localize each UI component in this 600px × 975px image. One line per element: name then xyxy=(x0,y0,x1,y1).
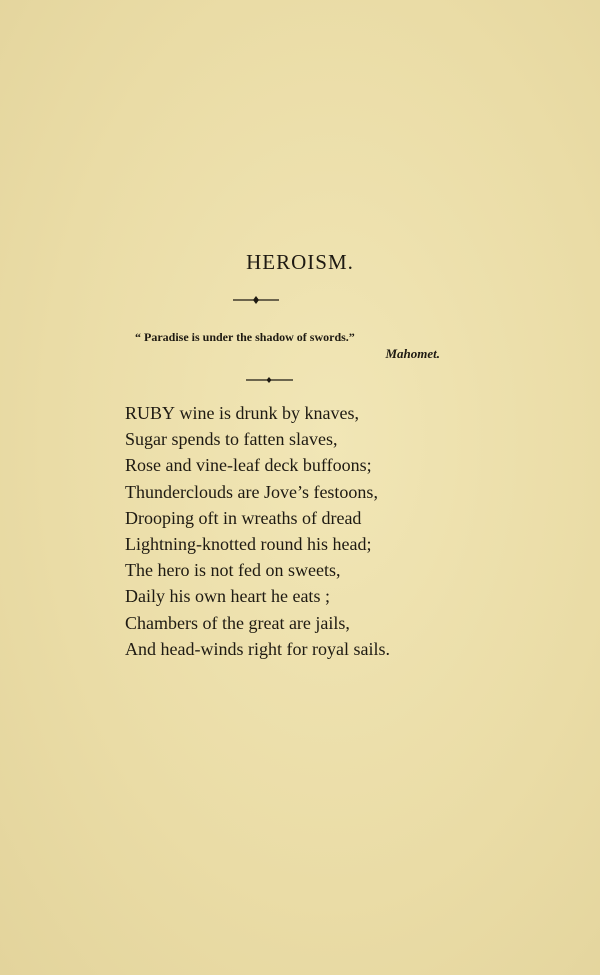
poem-line: And head-winds right for royal sails. xyxy=(125,638,390,659)
poem-line: The hero is not fed on sweets, xyxy=(125,560,341,581)
poem-first-word-smallcaps: UBY xyxy=(137,403,176,423)
poem-first-line-rest: wine is drunk by knaves, xyxy=(175,403,360,423)
poem-line: Drooping oft in wreaths of dread xyxy=(125,507,362,528)
poem-line: Rose and vine-leaf deck buffoons; xyxy=(125,455,372,476)
poem-line: Thunderclouds are Jove’s festoons, xyxy=(125,481,378,502)
poem-line: Daily his own heart he eats ; xyxy=(125,586,330,607)
poem-line: Sugar spends to fatten slaves, xyxy=(125,429,338,450)
epigraph-attribution: Mahomet. xyxy=(385,346,440,361)
ornament-divider-top xyxy=(0,295,600,305)
ornament-divider-bottom xyxy=(0,375,600,385)
page-title: HEROISM. xyxy=(246,250,354,274)
poem-body xyxy=(125,400,390,662)
poem-line: Lightning-knotted round his head; xyxy=(125,534,372,555)
poem-initial: R xyxy=(125,403,138,423)
poem-line: Chambers of the great are jails, xyxy=(125,612,350,633)
epigraph-quote: “ Paradise is under the shadow of swords.” xyxy=(135,330,355,344)
poem-line xyxy=(125,400,390,426)
